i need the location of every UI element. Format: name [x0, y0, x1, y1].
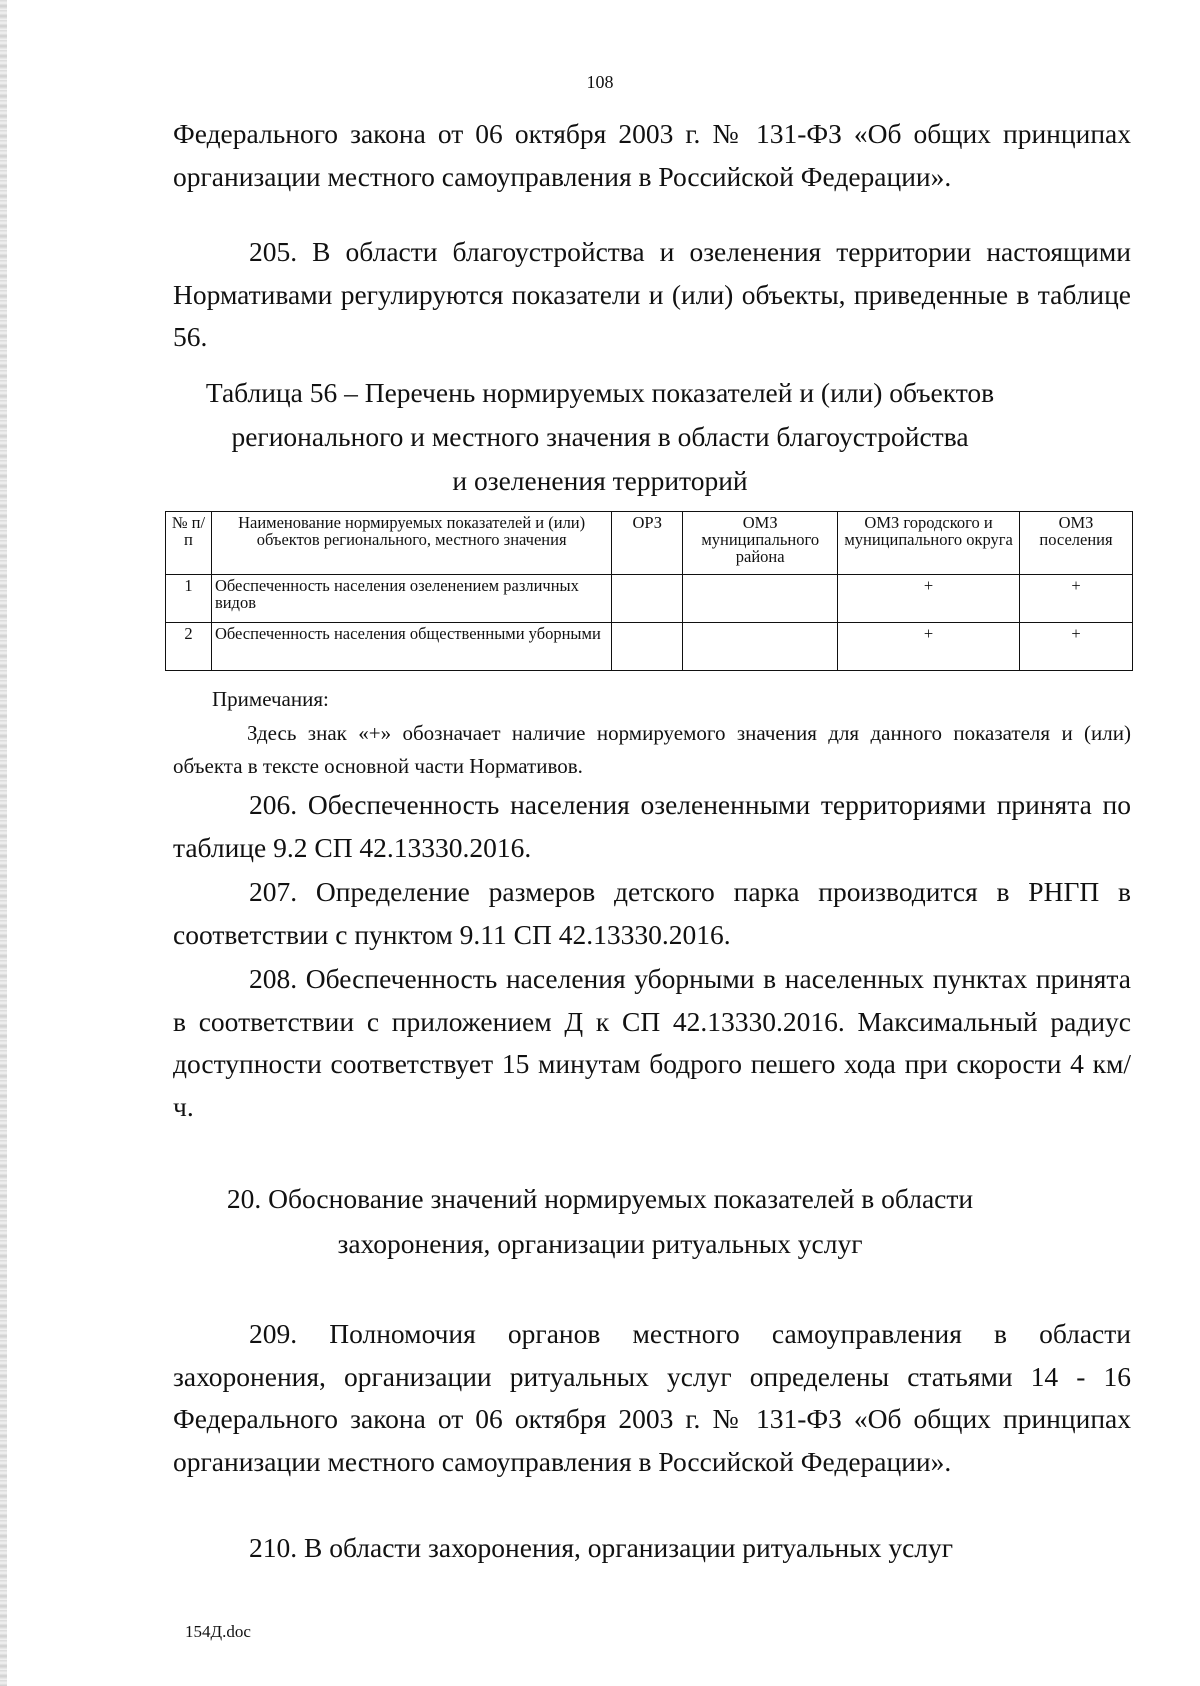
- row-omz-city: +: [838, 575, 1020, 623]
- section-heading-line-1: 20. Обоснование значений нормируемых показателей в области: [226, 1183, 974, 1214]
- header-indicator-name: Наименование нормируемых показателей и (или) объектов регионального, местного значения: [211, 512, 611, 575]
- table-caption-line-2: регионального и местного значения в области благоустройства: [231, 421, 969, 452]
- paragraph-205: 205. В области благоустройства и озеленения территории настоящими Нормативами регулируются показатели и (или) объекты, приведенные в таблице 56.: [173, 236, 1131, 352]
- scan-edge: [0, 0, 7, 1686]
- row-indicator-name: Обеспеченность населения озеленением различных видов: [211, 575, 611, 623]
- row-omz-settlement: +: [1020, 575, 1133, 623]
- table-row: [166, 623, 1133, 671]
- paragraph-206: 206. Обеспеченность населения озелененными территориями принята по таблице 9.2 СП 42.13330.2016.: [173, 789, 1131, 863]
- header-number: № п/п: [166, 512, 212, 575]
- paragraph-continuation: Федерального закона от 06 октября 2003 г. № 131-ФЗ «Об общих принципах организации местного самоуправления в Российской Федерации».: [173, 118, 1131, 192]
- row-indicator-name: Обеспеченность населения общественными уборными: [211, 623, 611, 671]
- header-omz-city: ОМЗ городского и муниципального округа: [838, 512, 1020, 575]
- paragraph-208: 208. Обеспеченность населения уборными в населенных пунктах принята в соответствии с приложением Д к СП 42.13330.2016. Максимальный радиус доступности соответствует 15 минутам бодрого пешего хода при скорости 4 км/ч.: [173, 963, 1131, 1122]
- notes-title: Примечания:: [212, 687, 329, 711]
- row-number: 2: [166, 623, 212, 671]
- footer-filename: 154Д.doc: [185, 1622, 251, 1641]
- row-omz-city: +: [838, 623, 1020, 671]
- page-number: 108: [586, 72, 614, 92]
- table-header-row: [166, 512, 1133, 575]
- table-row: [166, 575, 1133, 623]
- table-caption-line-1: Таблица 56 – Перечень нормируемых показателей и (или) объектов: [205, 377, 995, 408]
- row-omz-district: [683, 575, 838, 623]
- paragraph-210: 210. В области захоронения, организации ритуальных услуг: [249, 1532, 954, 1563]
- row-omz-settlement: +: [1020, 623, 1133, 671]
- normative-table: [165, 511, 1133, 671]
- row-orz: [612, 575, 683, 623]
- header-omz-settlement: ОМЗ поселения: [1020, 512, 1133, 575]
- table-caption-line-3: и озеленения территорий: [452, 465, 748, 496]
- row-number: 1: [166, 575, 212, 623]
- row-omz-district: [683, 623, 838, 671]
- paragraph-209: 209. Полномочия органов местного самоуправления в области захоронения, организации ритуальных услуг определены статьями 14 - 16 Федерального закона от 06 октября 2003 г. № 131-ФЗ «Об общих принципах организации местного самоуправления в Российской Федерации».: [173, 1318, 1131, 1477]
- paragraph-207: 207. Определение размеров детского парка производится в РНГП в соответствии с пунктом 9.11 СП 42.13330.2016.: [173, 876, 1131, 950]
- row-orz: [612, 623, 683, 671]
- notes-text: Здесь знак «+» обозначает наличие нормируемого значения для данного показателя и (или) объекта в тексте основной части Нормативов.: [173, 721, 1131, 778]
- header-omz-district: ОМЗ муниципального района: [683, 512, 838, 575]
- section-heading-line-2: захоронения, организации ритуальных услуг: [337, 1228, 863, 1259]
- header-orz: ОРЗ: [612, 512, 683, 575]
